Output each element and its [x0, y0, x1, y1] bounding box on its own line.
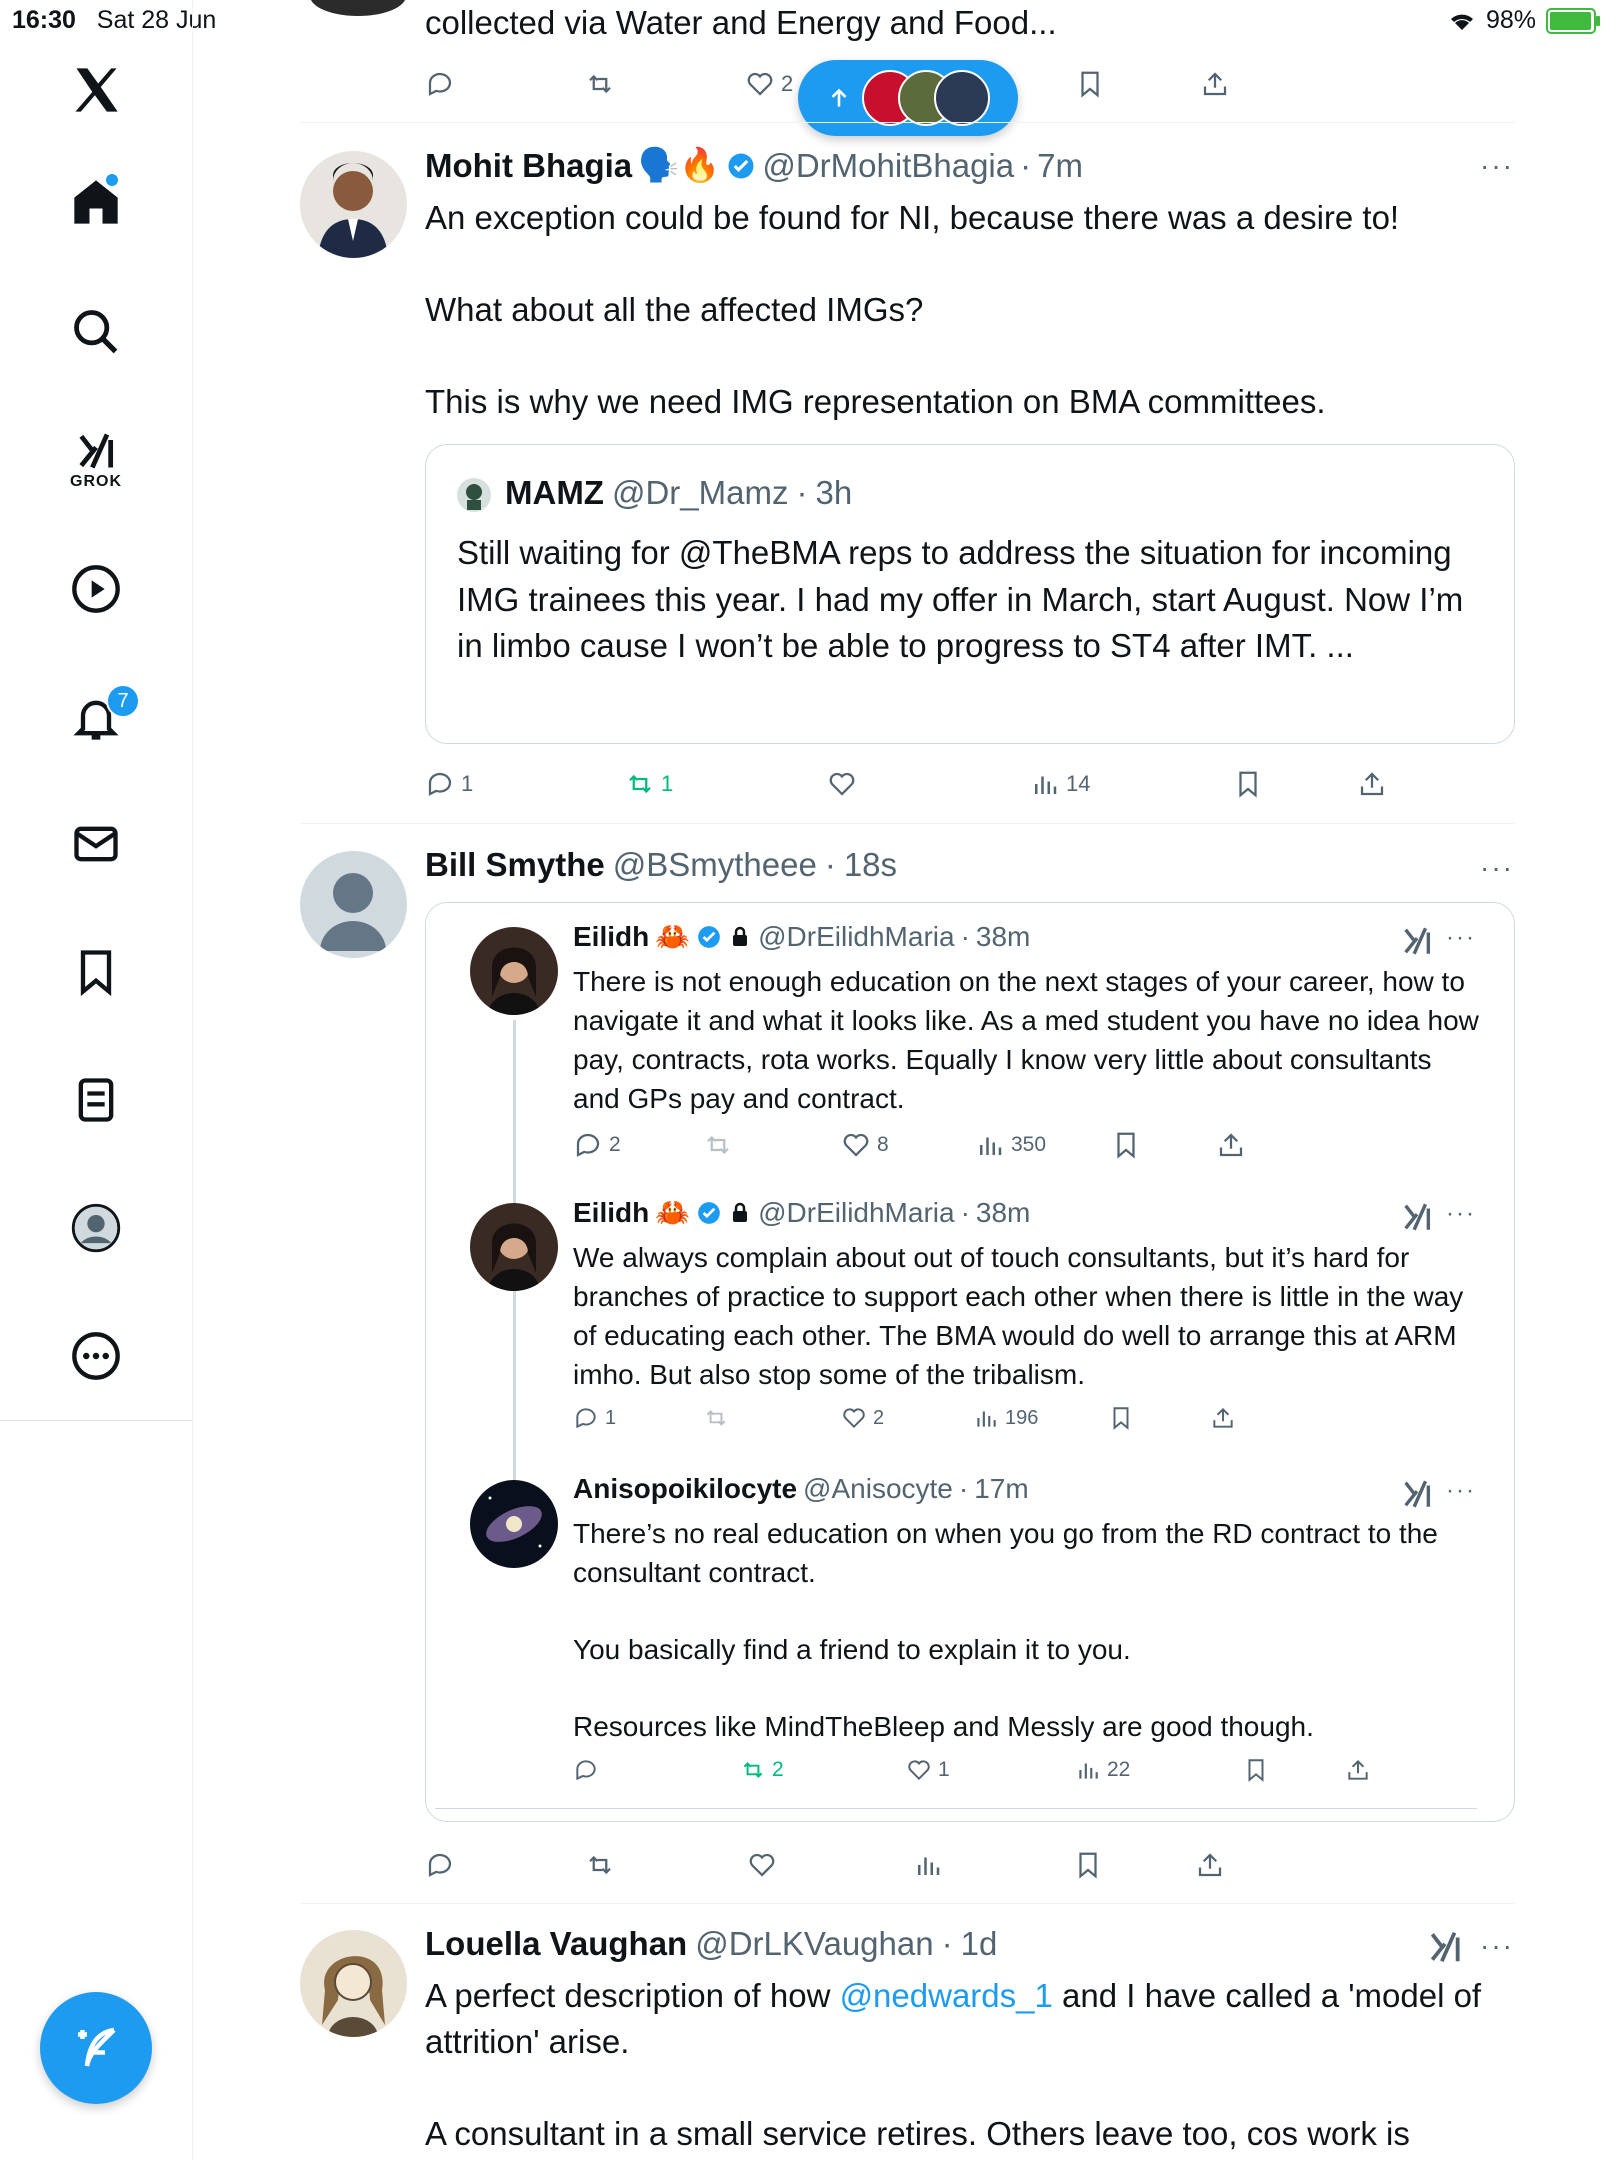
bookmark-button[interactable]: [1243, 1757, 1269, 1783]
more-options-button[interactable]: ···: [1480, 852, 1514, 883]
home-notification-dot: [106, 174, 118, 186]
views-count: 350: [1011, 1133, 1047, 1156]
name-emoji: 🗣️🔥: [638, 146, 721, 183]
display-name: Eilidh: [573, 1196, 650, 1228]
display-name: MAMZ: [505, 474, 604, 511]
status-date: Sat 28 Jun: [96, 6, 217, 34]
like-count: 2: [873, 1406, 885, 1429]
more-options-button[interactable]: ···: [1446, 924, 1476, 951]
retweet-button[interactable]: [625, 769, 673, 799]
separator: ·: [1020, 146, 1032, 184]
grok-icon[interactable]: [1400, 1200, 1434, 1239]
embedded-text: We always complain about out of touch consultants, but it’s hard for branches of practice to support each other when there is little in the way of educating each other. The BMA would do well to arrange this at ARM imho. But also stop some of the tribalism.: [573, 1242, 1464, 1390]
divider: [300, 1903, 1515, 1904]
user-handle: @DrEilidhMaria: [758, 920, 955, 952]
tweet-time[interactable]: 18s: [843, 846, 898, 883]
retweet-button[interactable]: [703, 1405, 729, 1431]
separator: ·: [824, 846, 836, 883]
new-posts-pill[interactable]: [798, 60, 1018, 136]
reply-icon: [425, 69, 455, 99]
tweet-time: 38m: [975, 920, 1031, 952]
display-name: Anisopoikilocyte: [573, 1473, 798, 1504]
grok-label: GROK: [70, 473, 122, 490]
bookmark-icon: [1075, 69, 1105, 99]
reply-icon: [573, 1405, 599, 1431]
share-button[interactable]: [1195, 1850, 1225, 1880]
views-count: 14: [1066, 771, 1091, 796]
wifi-icon: [1448, 10, 1476, 32]
separator: ·: [960, 1196, 970, 1228]
heart-icon: [745, 69, 775, 99]
embedded-text: [573, 1514, 1483, 1746]
like-button[interactable]: [841, 1405, 884, 1431]
arrow-up-icon: [826, 85, 852, 111]
bookmark-button[interactable]: [1075, 69, 1105, 99]
divider: [435, 1808, 1477, 1809]
retweet-button[interactable]: [740, 1757, 784, 1783]
embedded-actions: [573, 1402, 1273, 1434]
share-button[interactable]: [1357, 769, 1387, 799]
views-button[interactable]: [913, 1850, 943, 1880]
retweet-count: 1: [661, 771, 674, 796]
views-button[interactable]: [973, 1405, 1038, 1431]
avatar[interactable]: [300, 151, 407, 258]
bookmark-icon: [1233, 769, 1263, 799]
divider: [300, 122, 1515, 123]
grok-icon[interactable]: [1400, 1477, 1434, 1516]
tweet-line: An exception could be found for NI, because there was a desire to!: [425, 199, 1400, 236]
name-emoji: 🦀: [655, 921, 691, 952]
reply-button[interactable]: [425, 69, 455, 99]
reply-count: 1: [461, 771, 474, 796]
views-count: 196: [1005, 1406, 1039, 1429]
avatar[interactable]: [300, 851, 407, 958]
avatar: [470, 927, 558, 1015]
retweet-icon: [740, 1757, 766, 1783]
reply-count: 1: [605, 1406, 617, 1429]
share-icon: [1216, 1130, 1246, 1160]
tweet-time[interactable]: 7m: [1037, 146, 1083, 184]
share-button[interactable]: [1216, 1130, 1246, 1160]
bookmark-icon: [1243, 1757, 1269, 1783]
separator: ·: [960, 920, 970, 952]
retweet-icon: [703, 1130, 733, 1160]
tweet-text: [425, 195, 1505, 425]
retweet-icon: [585, 69, 615, 99]
user-handle[interactable]: @DrLKVaughan: [695, 1925, 934, 1962]
views-icon: [973, 1405, 999, 1431]
bookmark-button[interactable]: [1111, 1130, 1141, 1160]
embedded-header: [573, 920, 1030, 953]
views-icon: [1030, 769, 1060, 799]
embedded-header: [573, 1196, 1030, 1229]
more-options-button[interactable]: ···: [1480, 1930, 1514, 1961]
like-count: 8: [877, 1133, 889, 1156]
tweet-time: 3h: [815, 474, 853, 511]
tweet-actions: [425, 1845, 1425, 1885]
like-count: 1: [938, 1758, 950, 1781]
bookmark-icon: [1111, 1130, 1141, 1160]
bookmark-icon: [1073, 1850, 1103, 1880]
retweet-icon: [585, 1850, 615, 1880]
like-button[interactable]: [745, 69, 793, 99]
user-handle[interactable]: @BSmytheee: [612, 846, 817, 883]
bookmark-icon: [1108, 1405, 1134, 1431]
sidebar-divider: [0, 1420, 192, 1421]
tweet-header: [425, 1925, 997, 1963]
retweet-button[interactable]: [585, 69, 615, 99]
quote-text: Still waiting for @TheBMA reps to address the situation for incoming IMG trainees this year. I had my offer in March, start August. Now I’m in limbo cause I won’t be able to progress to ST4 after IMT. ...: [457, 534, 1464, 664]
tweet-line: You basically find a friend to explain it to you.: [573, 1634, 1131, 1665]
user-handle[interactable]: @DrMohitBhagia: [762, 146, 1015, 184]
home-icon[interactable]: [0, 172, 192, 232]
views-button[interactable]: [1030, 769, 1090, 799]
reply-icon: [425, 1850, 455, 1880]
video-icon[interactable]: [0, 559, 192, 619]
display-name[interactable]: Mohit Bhagia: [425, 146, 633, 184]
tweet-text-segment: A perfect description of how: [425, 1977, 840, 2014]
share-icon: [1210, 1405, 1236, 1431]
separator: ·: [796, 474, 808, 511]
embedded-actions: [573, 1128, 1273, 1162]
share-icon: [1345, 1757, 1371, 1783]
views-icon: [975, 1130, 1005, 1160]
name-emoji: 🦀: [655, 1197, 691, 1228]
share-button[interactable]: [1210, 1405, 1236, 1431]
reply-icon: [573, 1757, 599, 1783]
search-icon[interactable]: [0, 302, 192, 362]
reply-button[interactable]: [425, 1850, 455, 1880]
bookmark-icon[interactable]: [0, 942, 192, 1002]
share-icon: [1200, 69, 1230, 99]
like-button[interactable]: [841, 1130, 889, 1160]
display-name[interactable]: Louella Vaughan: [425, 1925, 688, 1962]
avatar: [470, 1203, 558, 1291]
reply-icon: [573, 1130, 603, 1160]
quote-header: [505, 474, 852, 512]
bookmark-button[interactable]: [1073, 1850, 1103, 1880]
retweet-button[interactable]: [703, 1130, 733, 1160]
verified-badge-icon: [726, 151, 756, 181]
tweet-line: This is why we need IMG representation on BMA committees.: [425, 383, 1326, 420]
grok-icon[interactable]: [1400, 924, 1434, 963]
avatar: [457, 478, 491, 512]
more-options-button[interactable]: ···: [1446, 1200, 1476, 1227]
retweet-icon: [625, 769, 655, 799]
status-time: 16:30 Sat 28 Jun: [12, 6, 217, 34]
heart-icon: [747, 1850, 777, 1880]
battery-percent: 98%: [1485, 6, 1536, 34]
tweet-time: 17m: [974, 1473, 1029, 1504]
share-icon: [1357, 769, 1387, 799]
reply-button[interactable]: [573, 1130, 621, 1160]
grok-icon[interactable]: [1426, 1928, 1464, 1971]
views-icon: [1075, 1757, 1101, 1783]
avatar: [934, 70, 990, 126]
tweet-text: [425, 1973, 1510, 2157]
tweet-line: Resources like MindTheBleep and Messly are good though.: [573, 1711, 1314, 1742]
reply-button[interactable]: [573, 1757, 599, 1783]
reply-button[interactable]: [573, 1405, 616, 1431]
heart-icon: [827, 769, 857, 799]
battery-icon: [1546, 8, 1596, 34]
status-indicators: [1448, 6, 1596, 35]
views-button[interactable]: [1075, 1757, 1130, 1783]
views-icon: [913, 1850, 943, 1880]
display-name[interactable]: Bill Smythe: [425, 846, 605, 883]
views-button[interactable]: [975, 1130, 1046, 1160]
more-options-button[interactable]: ···: [1446, 1477, 1476, 1504]
divider: [300, 823, 1515, 824]
compose-icon: [69, 2021, 123, 2075]
lock-icon: [728, 1201, 752, 1225]
tweet-header: [425, 146, 1083, 185]
tweet-header: [425, 846, 897, 884]
reply-icon: [425, 769, 455, 799]
like-button[interactable]: [827, 769, 857, 799]
tweet-time[interactable]: 1d: [960, 1925, 998, 1962]
tweet-line: A consultant in a small service retires. Others leave too, cos work is: [425, 2115, 1410, 2152]
views-count: 22: [1107, 1758, 1131, 1781]
more-icon[interactable]: [0, 1326, 192, 1386]
reply-count: 2: [609, 1133, 621, 1156]
like-count: 2: [781, 71, 794, 96]
separator: ·: [941, 1925, 953, 1962]
heart-icon: [841, 1405, 867, 1431]
user-handle: @DrEilidhMaria: [758, 1196, 955, 1228]
bell-icon[interactable]: [0, 688, 192, 748]
bookmark-button[interactable]: [1233, 769, 1263, 799]
tweet-text-segment: and I have called a 'model of attrition' arise.: [425, 1977, 1482, 2060]
heart-icon: [841, 1130, 871, 1160]
heart-icon: [906, 1757, 932, 1783]
notification-badge: 7: [106, 684, 140, 718]
mail-icon[interactable]: [0, 814, 192, 874]
tweet-line: What about all the affected IMGs?: [425, 291, 924, 328]
avatar: [470, 1480, 558, 1568]
retweet-icon: [703, 1405, 729, 1431]
share-icon: [1195, 1850, 1225, 1880]
retweet-count: 2: [772, 1758, 784, 1781]
reply-button[interactable]: [425, 769, 473, 799]
compose-button[interactable]: [40, 1992, 152, 2104]
user-handle: @Dr_Mamz: [611, 474, 789, 511]
more-options-button[interactable]: ···: [1480, 150, 1514, 181]
verified-badge-icon: [696, 1200, 722, 1226]
share-button[interactable]: [1345, 1757, 1371, 1783]
like-button[interactable]: [906, 1757, 950, 1783]
like-button[interactable]: [747, 1850, 777, 1880]
grok-icon[interactable]: [0, 425, 192, 495]
share-button[interactable]: [1200, 69, 1230, 99]
mention-link[interactable]: @nedwards_1: [839, 1977, 1053, 2014]
tweet-text: collected via Water and Energy and Food...: [425, 4, 1057, 41]
embedded-header: [573, 1473, 1029, 1505]
tweet-actions: [425, 764, 1425, 804]
x-logo-icon[interactable]: [0, 58, 192, 122]
avatar[interactable]: [300, 1930, 407, 2037]
embedded-text: There is not enough education on the next stages of your career, how to navigate it and what it looks like. As a med student you have no idea how pay, contracts, rota works. Equally I know very little about consultants and GPs pay and contract.: [573, 966, 1479, 1114]
list-icon[interactable]: [0, 1070, 192, 1130]
bookmark-button[interactable]: [1108, 1405, 1134, 1431]
separator: ·: [958, 1473, 969, 1504]
embedded-actions: [573, 1754, 1373, 1786]
avatar[interactable]: [310, 0, 406, 16]
tweet-time: 38m: [975, 1196, 1031, 1228]
retweet-button[interactable]: [585, 1850, 615, 1880]
tweet-line: There’s no real education on when you go from the RD contract to the consultant contract.: [573, 1518, 1438, 1588]
lock-icon: [728, 925, 752, 949]
verified-badge-icon: [696, 924, 722, 950]
display-name: Eilidh: [573, 920, 650, 952]
user-handle: @Anisocyte: [803, 1473, 953, 1504]
profile-icon[interactable]: [0, 1198, 192, 1258]
